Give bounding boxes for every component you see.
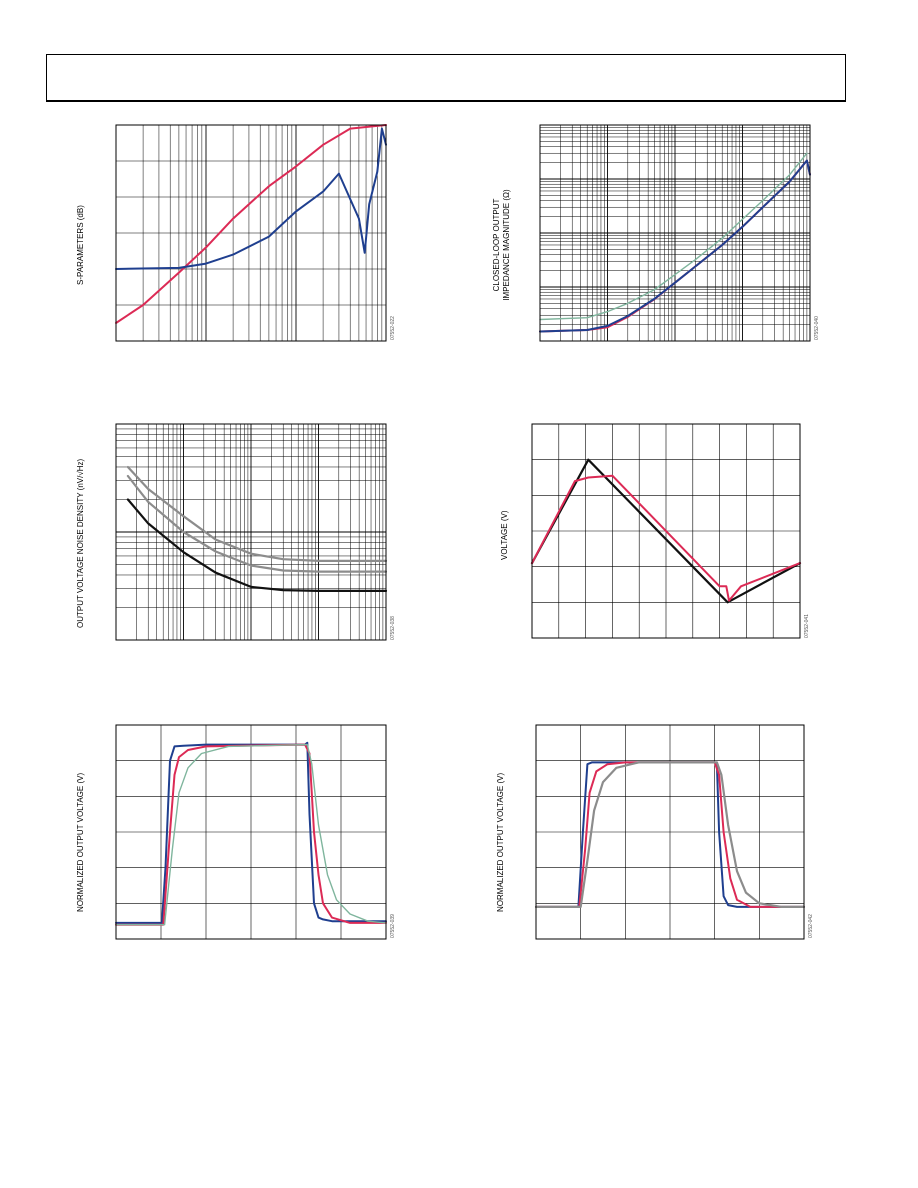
step-right-figure-number: 07552-042	[808, 914, 814, 938]
page-header	[46, 54, 846, 102]
step-right-ylabel: NORMALIZED OUTPUT VOLTAGE (V)	[496, 772, 505, 912]
voltage-figure-number: 07552-041	[804, 614, 810, 638]
noise-figure-number: 07552-038	[390, 616, 396, 640]
voltage-plot	[532, 424, 800, 638]
impedance-figure-number: 07552-040	[814, 316, 820, 340]
step-right-plot	[536, 725, 804, 939]
sparams-ylabel: S-PARAMETERS (dB)	[76, 205, 85, 285]
sparams-series-0-line	[116, 125, 386, 323]
noise-chart	[116, 424, 386, 640]
step-left-figure-number: 07552-039	[390, 914, 396, 938]
step-right-chart	[536, 725, 804, 939]
grid	[116, 424, 386, 640]
step-left-plot	[116, 725, 386, 939]
step-left-chart	[116, 725, 386, 939]
sparams-chart	[116, 125, 386, 341]
impedance-ylabel-text: CLOSED-LOOP OUTPUT IMPEDANCE MAGNITUDE (Ω)	[492, 189, 511, 301]
grid	[116, 725, 386, 939]
sparams-series-1-line	[116, 129, 386, 269]
grid	[116, 125, 386, 341]
impedance-series-0-line	[540, 153, 807, 319]
noise-ylabel: OUTPUT VOLTAGE NOISE DENSITY (nV/√Hz)	[76, 458, 85, 628]
impedance-ylabel	[492, 180, 512, 310]
voltage-chart	[532, 424, 800, 638]
impedance-plot	[540, 125, 810, 341]
voltage-ylabel: VOLTAGE (V)	[500, 510, 509, 560]
noise-series-1-line	[128, 476, 386, 572]
sparams-plot	[116, 125, 386, 341]
sparams-figure-number: 07552-022	[390, 316, 396, 340]
impedance-chart	[540, 125, 810, 341]
noise-series-2-line	[128, 500, 386, 591]
noise-plot	[116, 424, 386, 640]
step-left-ylabel: NORMALIZED OUTPUT VOLTAGE (V)	[76, 772, 85, 912]
grid	[540, 125, 810, 341]
noise-series-0-line	[128, 467, 386, 561]
